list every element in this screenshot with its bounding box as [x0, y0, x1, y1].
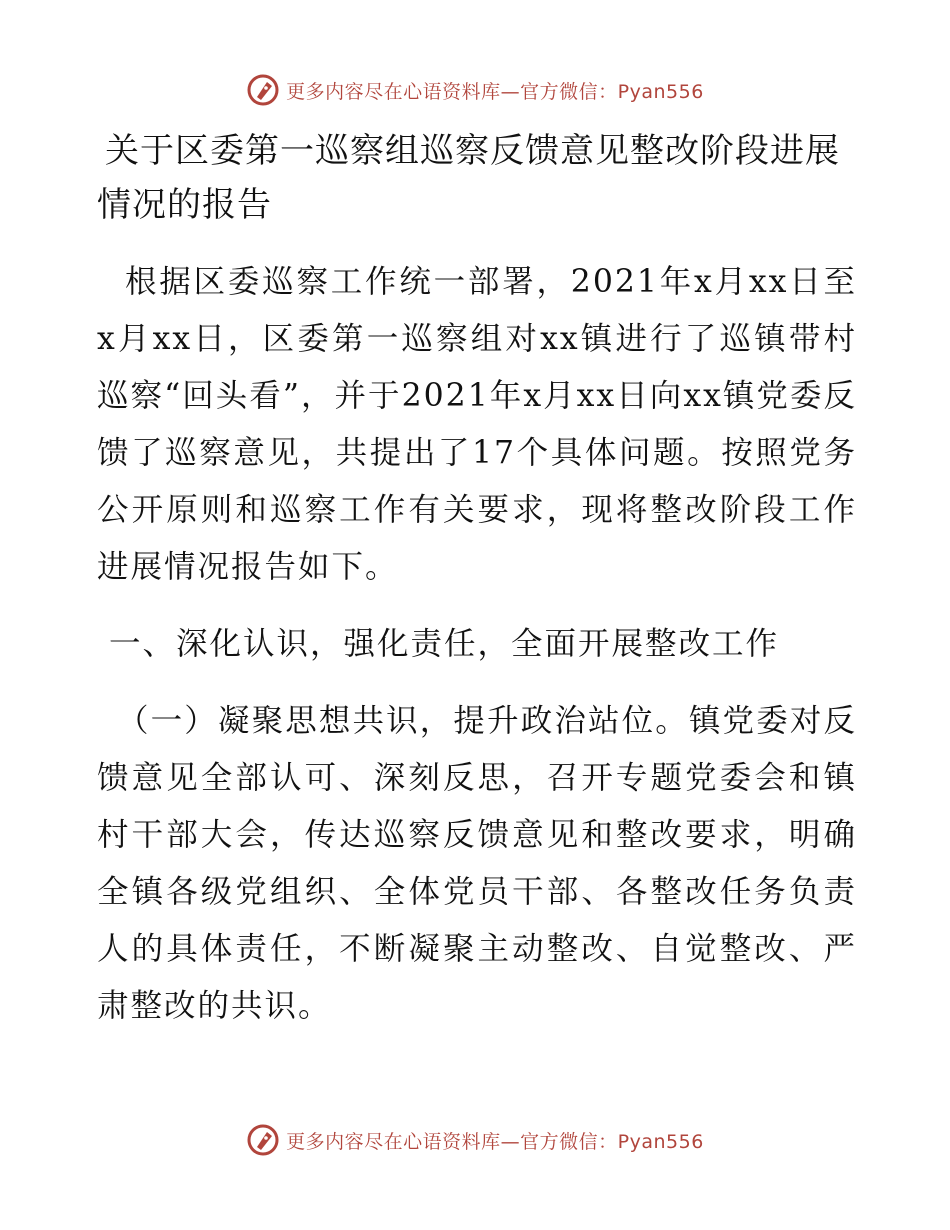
- watermark-text: 更多内容尽在心语资料库—官方微信：Pyan556: [286, 80, 704, 103]
- document-title: 关于区委第一巡察组巡察反馈意见整改阶段进展情况的报告: [97, 131, 840, 225]
- section-heading: 一、深化认识，强化责任，全面开展整改工作: [109, 626, 780, 662]
- intro-paragraph: 根据区委巡察工作统一部署，2021年x月xx日至x月xx日，区委第一巡察组对xx镇进行了巡镇带村巡察“回头看”，并于2021年x月xx日向xx镇党委反馈了巡察意见，共提出了17个具体问题。按照党务公开原则和巡察工作有关要求，现将整改阶段工作进展情况报告如下。: [97, 264, 857, 585]
- document-body: [97, 124, 857, 1035]
- watermark-text: 更多内容尽在心语资料库—官方微信：Pyan556: [286, 1130, 704, 1153]
- body-paragraph: （一）凝聚思想共识，提升政治站位。镇党委对反馈意见全部认可、深刻反思，召开专题党委会和镇村干部大会，传达巡察反馈意见和整改要求，明确全镇各级党组织、全体党员干部、各整改任务负责人的具体责任，不断凝聚主动整改、自觉整改、严肃整改的共识。: [97, 703, 857, 1024]
- watermark-footer: [0, 1120, 950, 1160]
- watermark-header: [0, 70, 950, 110]
- pen-nib-circle-icon: [246, 73, 280, 107]
- pen-nib-circle-icon: [246, 1123, 280, 1157]
